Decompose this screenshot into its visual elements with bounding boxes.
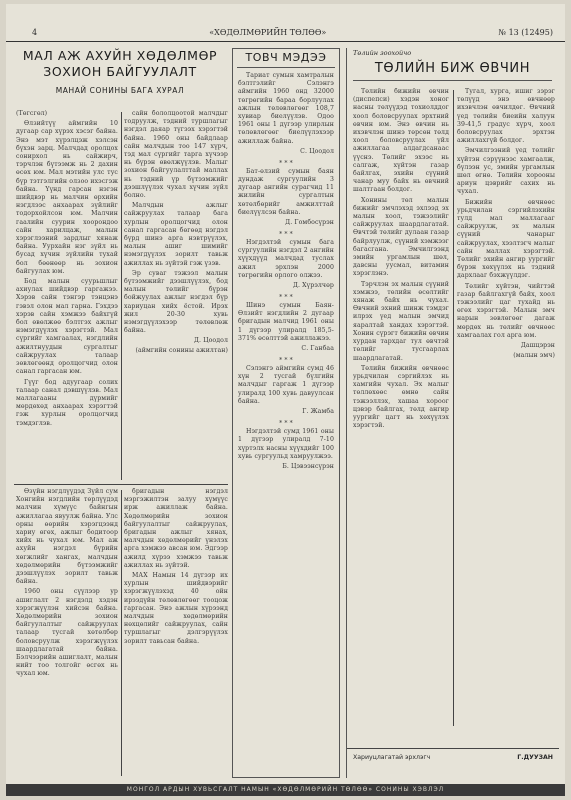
lead-headline-block (14, 48, 226, 108)
right-col1-para3: Тэрчлэн эх малын сүүний хэмжээ, төлийн өсөлтийг хянаж байх нь чухал. Өвчний эхний шинж тэмдэг илрэх үед малын эмчид яаралтай хандах хэрэгтэй. Хонин сүрэгт бижийн өвчин хурдан тархдаг тул өвчтэй төлийг тусгаарлах шаардлагатай. (353, 280, 449, 362)
news-item-signature: С. Цоодол (300, 147, 334, 155)
lead-label: (Төгсгөл) (16, 110, 48, 117)
news-separator: * * * (279, 159, 293, 167)
right-column-2 (457, 88, 555, 748)
news-box (232, 48, 340, 778)
lower-col2-para1: бригадын нэгдэл мэргэжилтэн залуу хүмүүс ирж ажиллаж байна. Хөдөлмөрийн зохион байгуулалтыг сайжруулах, бригадын ажлыг хянах, малчдын хөдөлмөрийг үнэлэх арга хэмжээ авсан юм. Эдгээр ажилд хүрээ хэмжээ тавьж ажиллах нь зүйтэй. (124, 488, 228, 569)
news-item (238, 428, 334, 471)
right-signature-role: (малын эмч) (513, 352, 555, 360)
news-item (238, 302, 334, 353)
lead-col2-para3: Эр суваг тэжээл малын бүтээмжийг дээшлүүлэх, бод малын төлийг бүрэн бойжуулах ажлыг нэгдэл бүр хариуцан хийх ёстой. Ирэх жил 20-30 хувь нэмэгдүүлэхээр төлөвлөж байна. (124, 269, 228, 335)
right-headline: ТӨЛИЙН БИЖ ӨВЧИН (353, 60, 552, 81)
page-footer: МОНГОЛ АРДЫН ХУВЬСГАЛТ НАМЫН «ХӨДӨЛМӨРИЙН ТӨЛӨӨ» СОНИНЫ ХЭВЛЭЛ (6, 784, 565, 796)
right-article (346, 48, 558, 778)
news-separator: * * * (279, 294, 293, 302)
lead-column-2 (124, 110, 228, 482)
column-divider (121, 112, 122, 480)
column-divider (121, 490, 122, 776)
editor-name: Г.ДУУЗАН (517, 754, 553, 761)
news-item (238, 168, 334, 227)
section-divider (14, 484, 228, 485)
right-col2-para1: Тугал, хурга, ишиг зэрэг төлүүд энэ өвчнөөр ихэвчлэн өвчилдөг. Өвчний үед төлийн биеийн халуун 39-41,5 градус хүрч, хоол боловсруулах эрхтэн ажиллахгүй болдог. (457, 88, 555, 145)
lower-column-2 (124, 488, 228, 778)
news-item-text: Нэгдэлтэй сумын бага сургуулийн нэгдэл 2 ангийн хүүхдүүд малчдад туслах ажил эрхлэн 2000 төгрөгийн орлого олжээ. (238, 239, 334, 279)
newspaper-title: «ХӨДӨЛМӨРИЙН ТӨЛӨӨ» (209, 28, 327, 37)
right-kicker: Төлийн зоохойчо (353, 49, 412, 57)
news-item-signature: Г. Жамба (302, 408, 334, 416)
lead-subhead: МАНАЙ СОНИНЫ БАГА ХУРАЛ (55, 86, 185, 95)
right-column-1 (353, 88, 449, 728)
lower-col2-para2: МАХ Намын 14 дүгээр их хурлын шийдвэрийг хэрэгжүүлэхэд 40 ойн ирээдүйн төлөвлөгөөг тооцож гаргасан. Энэ ажлын хүрээнд малчдын хөдөлмөрийн нөхцөлийг сайжруулах, сайн туршлагыг дэлгэрүүлэх зорилт тавьсан байна. (124, 572, 228, 645)
lead-column-1 (16, 110, 118, 482)
right-signature: Дашцэрэн (520, 342, 555, 350)
issue-number: № 13 (12495) (498, 28, 553, 37)
right-col1-para1: Төлийн бижийн өвчин (диспепси) хэдэн хоног насны төлүүдэд тохиолддог хоол боловсруулах эрхтний өвчин юм. Энэ өвчин нь ихэвчлэн шинэ төрсөн төлд хоол боловсруулах үйл ажиллагаа алдагдсанаас үүснэ. Төлийг эхээс нь салгаж, хүйтэн газар байлгах, эхийн сүүний чанар муу байх нь өвчний шалтгаан болдог. (353, 88, 449, 194)
newspaper-page (6, 4, 565, 796)
news-item-text: Тариат сумын хамтралын бэлтгэлийг Сэлэнгэ аймгийн 1960 онд 32000 төгрөгийн бараа борлуулах ажлын төлөвлөгөөг 108,7 хувиар биелүүлэв. Одоо 1961 оны 1 дүгээр улирлын төлөвлөгөөг биелүүлэхээр ажиллаж байна. (238, 72, 334, 145)
news-item-text: Сэлэнгэ аймгийн сумд 46 хүн 2 тусгай бүлгийн малчдыг гаргаж 1 дүгээр улиралд 100 хувь давуулсан байна. (238, 365, 334, 405)
lead-headline-line2: ЗОХИОН БАЙГУУЛАЛТ (43, 64, 197, 79)
right-col1-para4: Төлийн бижийн өвчнөөс урьдчилан сэргийлэх нь хамгийн чухал. Эх малыг төллөхөөс өмнө сайн тэжээллэх, хашаа хороог цэвэр байлгах, төлд ангир уургийг цагт нь хөхүүлэх хэрэгтэй. (353, 364, 449, 430)
news-title: ТОВЧ МЭДЭЭ (237, 49, 335, 68)
lead-col1-para2: Бод малын суурьшлыг ахиулах шийдвэр гаргажээ. Хэрэв сайн тэнгэр тэнцэнэ гэвэл олон мал гарна. Гэхдээ хэрэв сайн хэмжээ байхгүй бол өвөлжөө бэлтгэх ажлыг нэмэгдүүлэх хэрэгтэй. Мал сүргийг хамгаалах, нэгдлийн ажилтнуудын сургалтыг сайжруулах талаар зөвлөгөөнд оролцогчид олон санал гаргасан юм. (16, 278, 118, 376)
right-col2-para2: Эмчилгээний үед төлийг хүйтэн сэрүүнээс хамгаалж, бүлээн ус, эмийн ургамлын шөл өгнө. Төлийн хорооны ариун цэврийг сахих нь чухал. (457, 147, 555, 196)
lead-col2-para2: Малчдын ажлыг сайжруулах талаар бага хурлын оролцогчид олон санал гаргасан бөгөөд нэгдэл бүрд шинэ арга нэвтрүүлэх, малын ашиг шимийг нэмэгдүүлэх зорилт тавьж ажиллах нь зүйтэй гэж үзэв. (124, 202, 228, 267)
lead-col1-para1: Өлзийтүү аймгийн 10 дугаар сар хүрэх хэсэг байна. Энэ мэт хүрэлцэж хэлсэн бүхэн зарц. Малчдад оролцох сонирхол нь сайжирч, тэрчлэн бүтээмж нь 2 дахин өсөх юм. Мал мэтийн улс тус бүр тэтгэлгийн олзоо ихэсгэж байна. Үүнд гарсан нэгэн шийдвэр нь малчин өрхийн нэгдлээс анхаарах зүйлийг тодорхойлсон юм. Малчин гаалийн суурин хоорондоо сайн харилцаж, малын хэрэглээний зардлыг хянаж байна. Уурхайн нэг зүйл нь бусад хүчин зүйлийн тухай бол бөөнөөр нь зохион байгуулах юм. (16, 120, 118, 275)
editor-bar (353, 754, 553, 764)
news-item-signature: С. Ганбаа (301, 345, 334, 353)
lead-col1-para3: Гүүг бод адуугаар солих талаар санал дэвшүүлэв. Мал маллагааны дүрмийг мөрдөхөд анхаарах хэрэгтэй гэж хурлын оролцогчид тэмдэглэв. (16, 378, 118, 427)
lead-signature-role: (аймгийн сонины ажилтан) (135, 347, 228, 355)
news-item (238, 72, 334, 156)
column-divider (453, 90, 454, 726)
page-number: 4 (32, 28, 38, 37)
news-item (238, 239, 334, 290)
page-header (6, 28, 565, 42)
news-separator: * * * (279, 357, 293, 365)
right-col1-para2: Хонины төл малын бижийг эмчлэхэд эхлээд эх малын хоол, тэжээлийг сайжруулах шаардлагатай. Өвчтэй төлийг дулаан газар байрлуулж, сүүний хэмжээг багасгана. Эмчилгээнд эмийн ургамлын шөл, давсны уусмал, витамин хэрэглэнэ. (353, 196, 449, 278)
right-col2-para4: Төлийг хүйтэн, чийгтэй газар байлгахгүй байх, хоол тэжээлийг цаг тухайд нь өгөх хэрэгтэй. Малын эмч нарын зөвлөгөөг дагаж мөрдөх нь төлийг өвчнөөс хамгаалах гол арга юм. (457, 282, 555, 339)
right-col2-para3: Бижийн өвчнөөс урьдчилан сэргийлэхийн тулд мал маллагааг сайжруулж, эх малын сүүний чанарыг сайжруулах, хээлтэгч малыг сайн маллах хэрэгтэй. Төлийг эхийн ангир уургийг бүрэн хөхүүлэх нь тэдний дархлааг бэхжүүлдэг. (457, 198, 555, 280)
editor-divider (347, 748, 559, 749)
lower-column-1 (16, 488, 118, 778)
news-item-signature: Д. Хүрэлчөр (292, 282, 334, 290)
lead-col2-para1: сайн бололцоотой малчдыг тодруулж, тэдний туршлагыг нэгдэл даяар түгээх хэрэгтэй байна. 1960 оны байдлаар сайн малчдын тоо 147 хүрч, тэд мал сүргийг тарга хүчээр нь бүрэн өвөлжүүлэв. Малыг зохион байгуулалттай маллах нь тэдний үр бүтээмжийг дээшлүүлэх чухал хүчин зүйл болно. (124, 110, 228, 200)
news-item-signature: Д. Гомбосүрэн (285, 219, 334, 227)
news-item-text: Бат-өлзий сумын баян дундаж сургуулийн 3 дугаар ангийн сурагчид 11 жилийн сургалтын хөтөлбөрийг амжилттай биелүүлсэн байна. (238, 167, 334, 216)
editor-label: Хариуцлагатай эрхлэгч (353, 754, 431, 761)
news-items (233, 68, 339, 774)
news-separator: * * * (279, 231, 293, 239)
news-separator: * * * (279, 420, 293, 428)
news-item-signature: Б. Цэвээнсүрэн (282, 462, 334, 470)
lead-headline-line1: МАЛ АЖ АХУЙН ХӨДӨЛМӨР (22, 48, 218, 63)
lead-signature: Д. Цоодол (193, 337, 228, 345)
news-item-text: Нэгдэлтэй сумд 1961 оны 1 дүгээр улиралд 7-10 хүртэлх насны хүүхдийг 100 хувь сургуульд хамруулжээ. (238, 428, 334, 460)
news-item-text: Шинэ сумын Баян-Өлзийт нэгдлийн 2 дугаар бригадын малчид 1961 оны 1 дүгээр улиралд 185,5-371% өсөлттэй ажиллажээ. (238, 302, 334, 342)
lower-col1-para2: 1960 оны сүүлээр ур ашиглалт 2 нэгдэлд хэдэн хэрэгжүүлэн хийсэн байна. Хөдөлмөрийн зохион байгуулалтыг сайжруулах талаар тусгай хөтөлбөр боловсруулж хэрэгжүүлэх шаардлагатай байна. Бэлчээрийн ашиглалт, малын нийт тоо толгойг өсгөх нь чухал юм. (16, 588, 118, 678)
lower-col1-para1: Өзүйн нэгдлүүдэд Зүйл сум Хонгийн нэгдлийн төрлүүдэд малчин хүмүүс байнгын ажиллагаа явуулж байна. Улс орны өөрийн хэрэгцээнд хариу өгөх, ажлыг бодитоор хийх нь чухал юм. Мал аж ахуйн нэгдэл бүрийн хөгжлийг хангах, малчдын хөдөлмөрийн бүтээмжийг дээшлүүлэх зорилт тавьж байна. (16, 488, 118, 586)
news-item (238, 365, 334, 416)
